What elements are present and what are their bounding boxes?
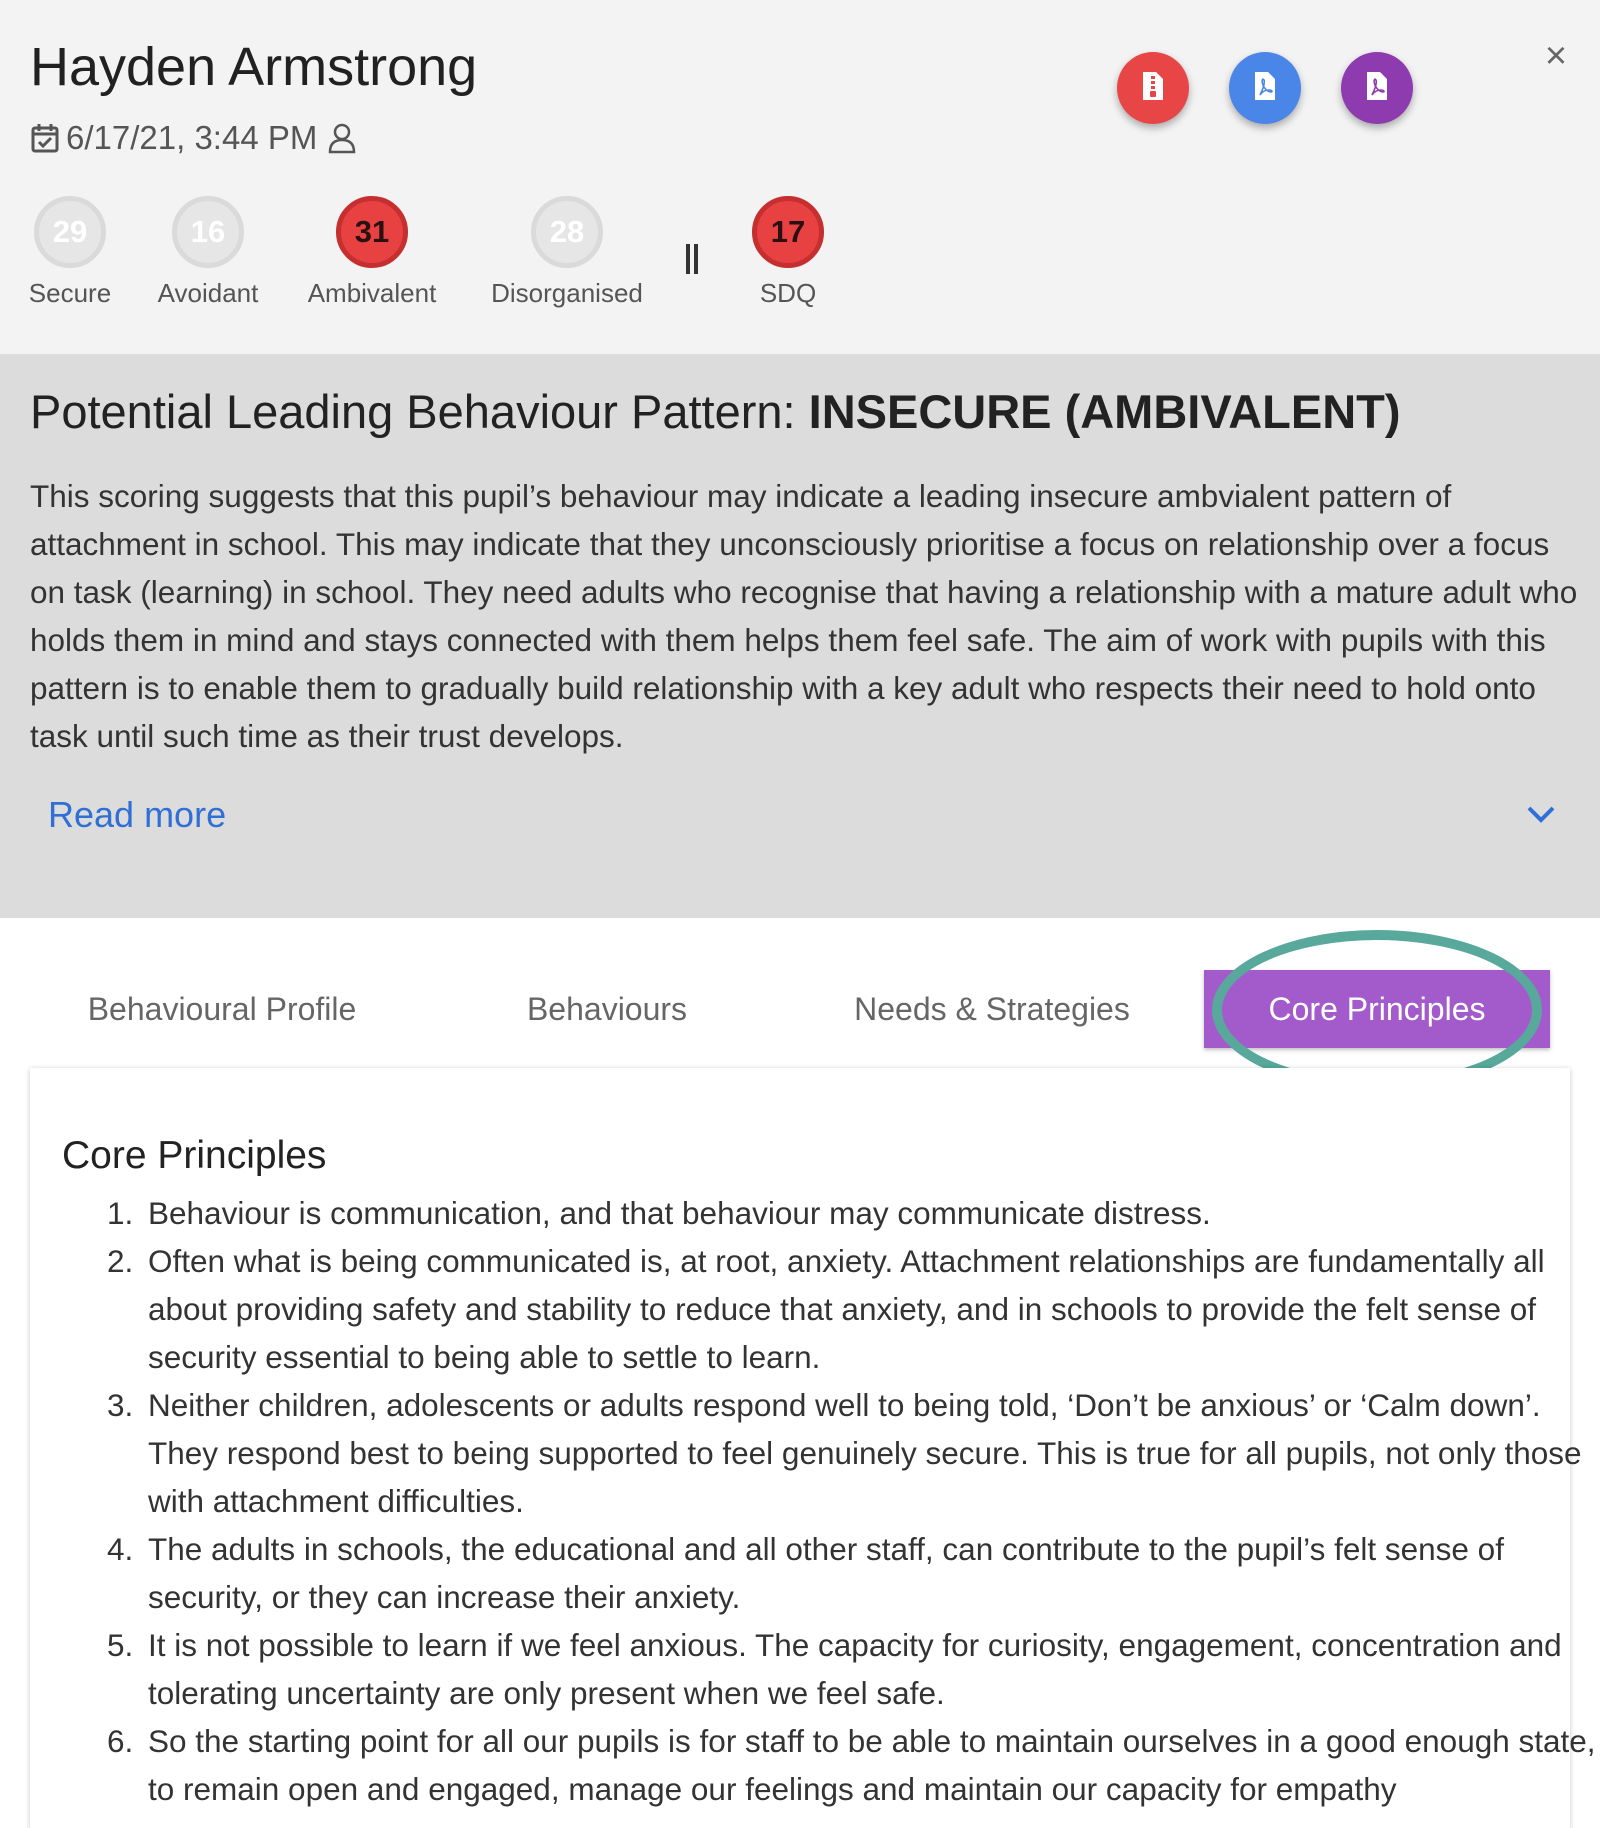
score-label: Disorganised — [491, 278, 643, 308]
score-label: SDQ — [759, 278, 817, 308]
principles-list — [62, 1189, 1600, 1813]
tab-needs-strategies[interactable]: Needs & Strategies — [854, 990, 1130, 1027]
zip-file-icon — [1141, 71, 1165, 106]
list-item: 3. Neither children, adolescents or adults respond well to being told, ‘Don’t be anxious’ or ‘Calm down’. They respond best to being supported to feel genuinely secure. This is true for all pupils, not only those with attachment difficulties. — [142, 1381, 1600, 1525]
score-secure — [24, 196, 116, 309]
list-item: 6. So the starting point for all our pupils is for staff to be able to maintain ourselves in a good enough state, to remain open and engaged, manage our feelings and maintain our capacity for empathy — [142, 1717, 1600, 1813]
assessment-meta — [30, 116, 357, 160]
student-name: Hayden Armstrong — [30, 37, 478, 97]
score-circle: 17 — [752, 196, 824, 268]
score-disorganised — [482, 196, 652, 309]
read-more-link[interactable]: Read more — [48, 794, 227, 835]
pattern-title — [30, 384, 1401, 439]
list-item: 2. Often what is being communicated is, at root, anxiety. Attachment relationships are fundamentally all about providing safety and stability to reduce that anxiety, and in schools to provide the felt sense of security essential to being able to settle to learn. — [142, 1237, 1600, 1381]
tab-behavioural-profile[interactable]: Behavioural Profile — [87, 990, 357, 1027]
score-label: Avoidant — [157, 278, 259, 308]
score-avoidant — [152, 196, 264, 309]
score-divider — [686, 244, 690, 274]
score-label: Ambivalent — [307, 278, 437, 308]
score-ambivalent — [302, 196, 442, 309]
score-circle: 16 — [172, 196, 244, 268]
pdf-file-icon — [1365, 71, 1389, 106]
list-item: 5. It is not possible to learn if we feel anxious. The capacity for curiosity, engagement, concentration and tolerating uncertainty are only present when we feel safe. — [142, 1621, 1600, 1717]
user-icon[interactable] — [327, 122, 357, 154]
tab-behaviours[interactable]: Behaviours — [526, 990, 688, 1027]
core-principles-card — [30, 1068, 1596, 1828]
download-pdf-report-button[interactable] — [1341, 52, 1413, 124]
download-zip-button[interactable] — [1117, 52, 1189, 124]
score-label: Secure — [28, 278, 112, 308]
tab-core-principles[interactable]: Core Principles — [1204, 970, 1550, 1048]
score-circle: 29 — [34, 196, 106, 268]
chevron-down-icon[interactable] — [1524, 802, 1558, 831]
score-sdq — [738, 196, 838, 309]
score-circle: 28 — [531, 196, 603, 268]
profile-header — [0, 0, 1600, 354]
list-item: 4. The adults in schools, the educational and all other staff, can contribute to the pupil’s felt sense of security, or they can increase their anxiety. — [142, 1525, 1600, 1621]
pattern-title-value: INSECURE (AMBIVALENT) — [808, 385, 1401, 438]
score-circle: 31 — [336, 196, 408, 268]
score-divider — [694, 244, 698, 274]
assessment-datetime: 6/17/21, 3:44 PM — [66, 119, 318, 156]
download-pdf-button[interactable] — [1229, 52, 1301, 124]
section-title: Core Principles — [62, 1134, 327, 1177]
pdf-file-icon — [1253, 71, 1277, 106]
pattern-description: This scoring suggests that this pupil’s behaviour may indicate a leading insecure ambvialent pattern of attachment in school. This may indicate that they unconsciously prioritise a focus on relationship over a focus on task (learning) in school. They need adults who recognise that having a relationship with a mature adult who holds them in mind and stays connected with them helps them feel safe. The aim of work with pupils with this pattern is to enable them to gradually build relationship with a key adult who respects their need to hold onto task until such time as their trust develops. — [30, 478, 1578, 754]
behaviour-pattern-panel — [0, 354, 1600, 918]
calendar-check-icon — [30, 122, 60, 154]
close-button[interactable]: × — [1544, 35, 1568, 77]
list-item: 1. Behaviour is communication, and that behaviour may communicate distress. — [142, 1189, 1600, 1237]
pattern-title-prefix: Potential Leading Behaviour Pattern: — [30, 385, 809, 438]
